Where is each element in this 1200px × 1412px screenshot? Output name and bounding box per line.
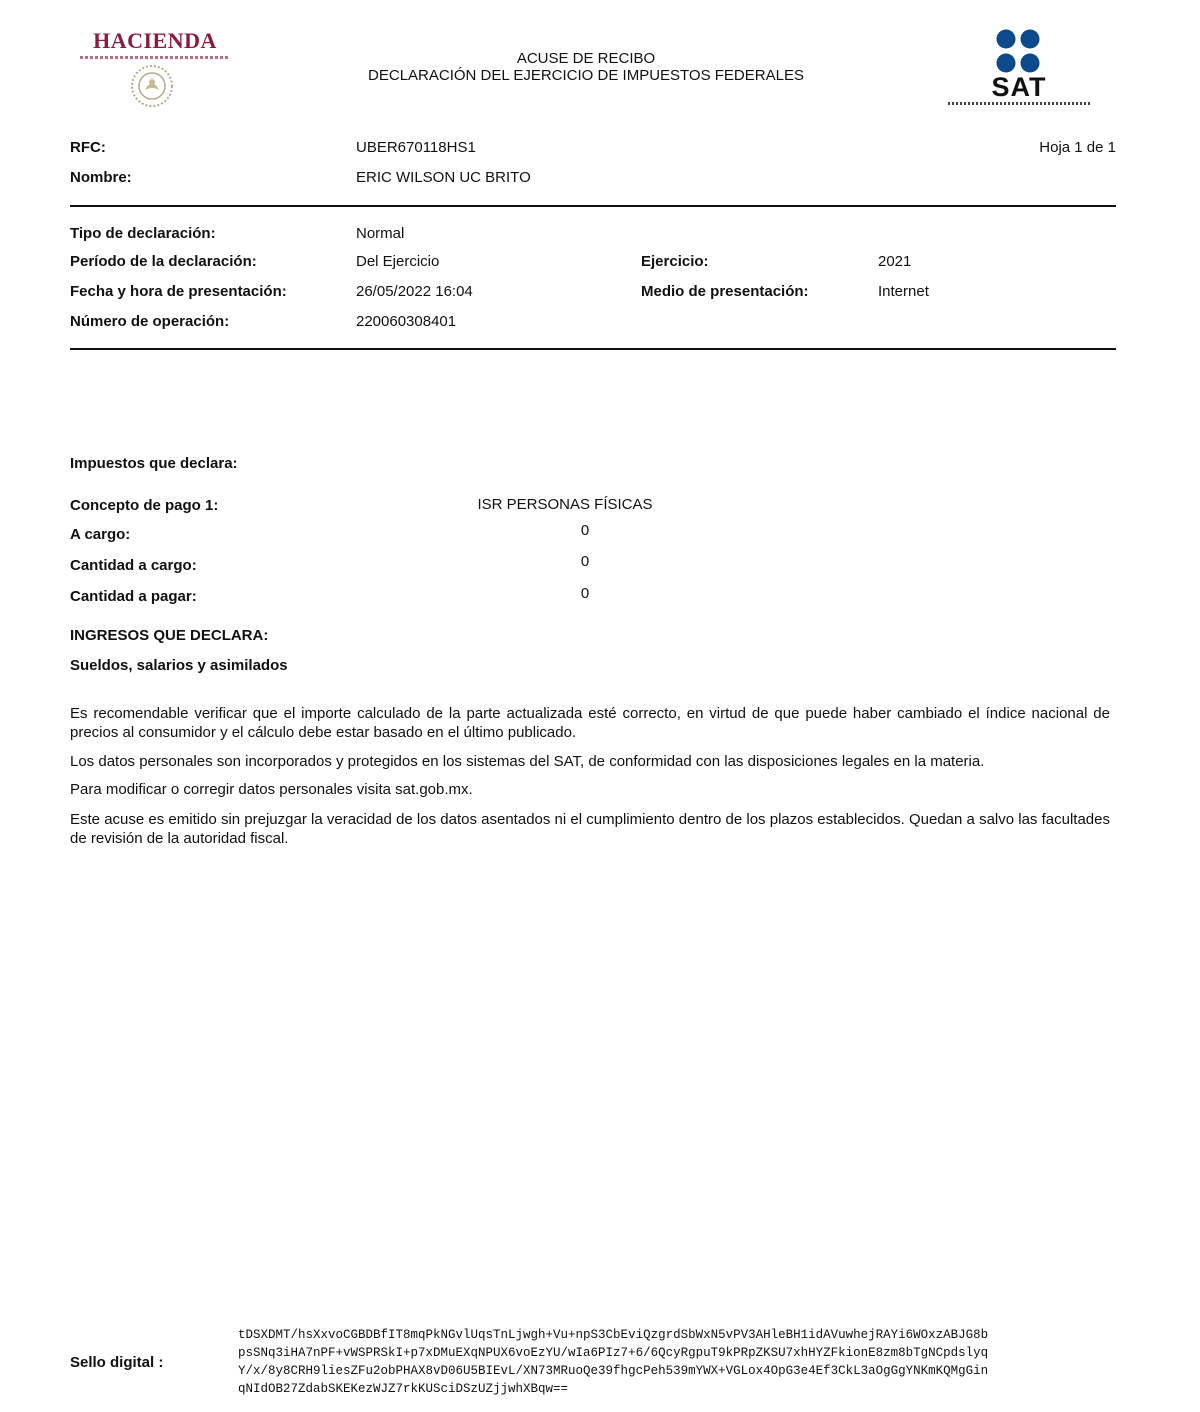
digital-seal-value [238,1326,1108,1398]
seal-line: Y/x/8y8CRH9liesZFu2obPHAX8vD06U5BIEvL/XN73MRuoQe39fhgcPeh539mYWX+VGLox4OpG3e4Ef3CkL3aOgGgYNKmKQMgGin [238,1364,989,1378]
sat-dots-icon [995,28,1041,74]
a-cargo-value: 0 [580,522,590,539]
note-personal-data: Los datos personales son incorporados y protegidos en los sistemas del SAT, de conformidad con las disposiciones legales en la materia. [70,753,985,770]
period-value: Del Ejercicio [356,253,440,270]
seal-line: tDSXDMT/hsXxvoCGBDBfIT8mqPkNGvlUqsTnLjwgh+Vu+npS3CbEviQzgrdSbWxN5vPV3AHleBH1idAVuwhejRAYi6WOxzABJG8b [238,1328,989,1342]
hacienda-logo-subline [80,56,230,59]
name-value: ERIC WILSON UC BRITO [356,169,531,186]
income-heading: INGRESOS QUE DECLARA: [70,627,269,644]
name-label: Nombre: [70,169,132,186]
income-item: Sueldos, salarios y asimilados [70,657,288,674]
rfc-label: RFC: [70,139,106,156]
seal-line: qNIdOB27ZdabSKEKezWJZ7rkKUSciDSzUZjjwhXBqw== [238,1382,569,1396]
type-value: Normal [356,225,405,242]
exercise-label: Ejercicio: [641,253,709,270]
note-modify-data: Para modificar o corregir datos personales visita sat.gob.mx. [70,781,473,798]
medium-value: Internet [878,283,929,300]
hacienda-logo [80,28,230,112]
sat-logo-subline [948,102,1090,105]
type-label: Tipo de declaración: [70,225,216,242]
sat-logo [944,28,1094,112]
note-recalculation: Es recomendable verificar que el importe calculado de la parte actualizada esté correcto, en virtud de que puede haber cambiado el índice nacional de precios al consumidor y el cálculo debe estar basado en el último publicado. [70,705,1110,741]
operation-label: Número de operación: [70,313,230,330]
mexico-seal-icon [130,64,174,108]
title-line-1: ACUSE DE RECIBO [516,50,656,67]
cantidad-pagar-value: 0 [580,585,590,602]
note-disclaimer: Este acuse es emitido sin prejuzgar la veracidad de los datos asentados ni el cumplimiento dentro de los plazos establecidos. Quedan a salvo las facultades de revisión de la autoridad fiscal. [70,811,1110,847]
rfc-value: UBER670118HS1 [356,139,476,156]
datetime-value: 26/05/2022 16:04 [356,283,473,300]
divider-top [70,205,1116,207]
cantidad-cargo-value: 0 [580,553,590,570]
digital-seal-label: Sello digital : [70,1354,164,1371]
title-line-2: DECLARACIÓN DEL EJERCICIO DE IMPUESTOS FEDERALES [368,67,804,84]
hacienda-logo-text: HACIENDA [93,28,217,53]
divider-bottom [70,348,1116,350]
document-title [300,50,872,84]
concept-value: ISR PERSONAS FÍSICAS [477,496,653,513]
concept-label: Concepto de pago 1: [70,497,219,514]
cantidad-cargo-label: Cantidad a cargo: [70,557,197,574]
a-cargo-label: A cargo: [70,526,131,543]
medium-label: Medio de presentación: [641,283,809,300]
taxes-heading: Impuestos que declara: [70,455,238,472]
sat-logo-text: SAT [991,72,1047,102]
exercise-value: 2021 [878,253,912,270]
datetime-label: Fecha y hora de presentación: [70,283,287,300]
seal-line: psSNq3iHA7nPF+vWSPRSkI+p7xDMuEXqNPUX6voEzYU/wIa6PIz7+6/6QcyRgpuT9kPRpZKSU7xhHYZFkionE8zm8bTgNCpdslyq [238,1346,989,1360]
page-indicator: Hoja 1 de 1 [1039,139,1116,156]
cantidad-pagar-label: Cantidad a pagar: [70,588,197,605]
period-label: Período de la declaración: [70,253,257,270]
operation-value: 220060308401 [356,313,457,330]
